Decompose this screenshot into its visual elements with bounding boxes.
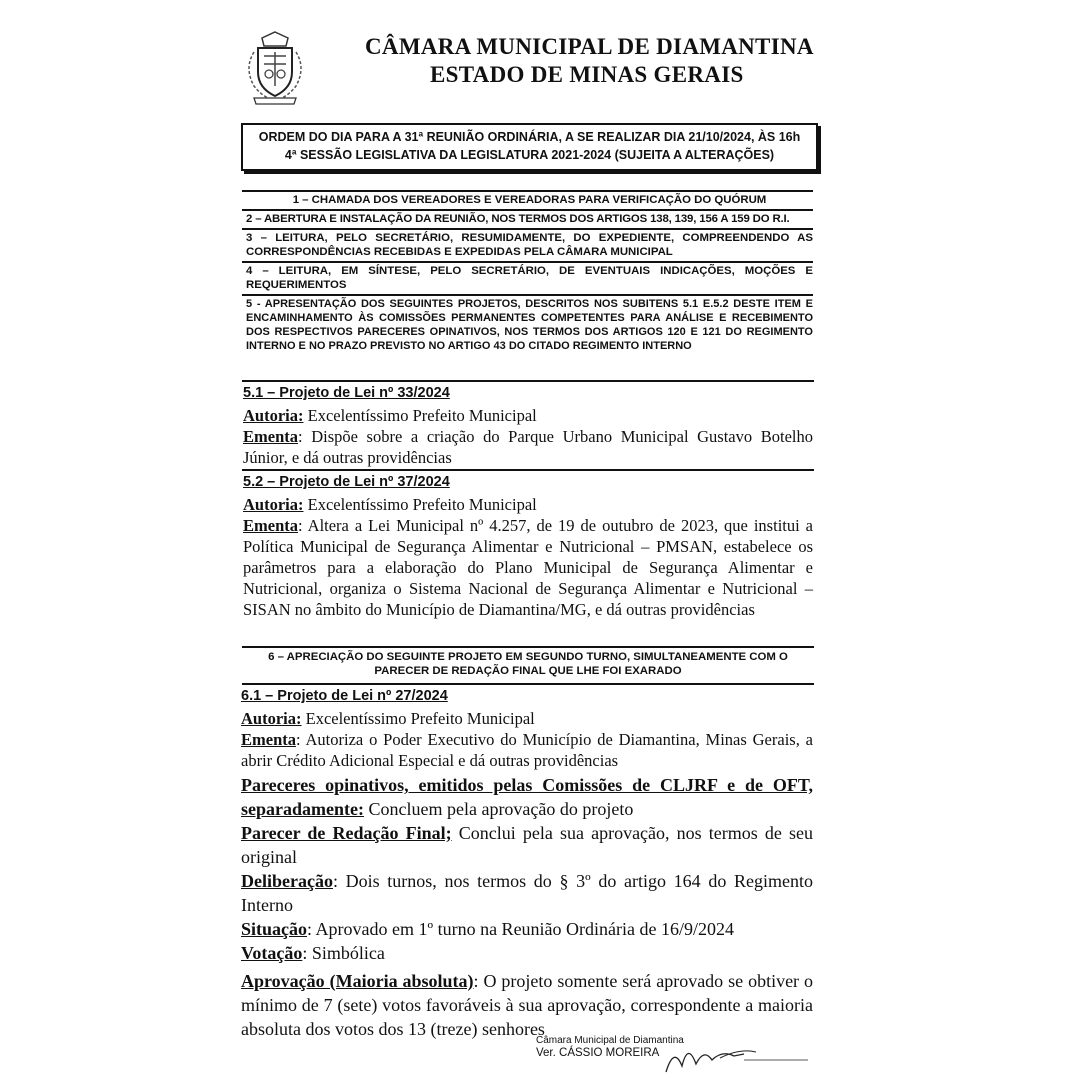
page-title: CÂMARA MUNICIPAL DE DIAMANTINA	[365, 34, 814, 59]
divider	[242, 646, 814, 648]
redacao-line	[241, 821, 813, 869]
redacao-label: Parecer de Redação Final;	[241, 823, 452, 843]
agenda-item-4: 4 – LEITURA, EM SÍNTESE, PELO SECRETÁRIO, DE EVENTUAIS INDICAÇÕES, MOÇÕES E REQUERIMENTOS	[242, 261, 813, 294]
votacao-label: Votação	[241, 943, 303, 963]
project-title: 5.1 – Projeto de Lei nº 33/2024	[243, 385, 450, 401]
divider	[242, 469, 814, 471]
project-5-2	[243, 473, 813, 620]
pareceres-line	[241, 773, 813, 821]
ementa-value: : Autoriza o Poder Executivo do Município de Diamantina, Minas Gerais, a abrir Crédito Adicional Especial e dá outras providências	[241, 730, 813, 770]
autoria-value: Excelentíssimo Prefeito Municipal	[303, 406, 537, 425]
agenda-item-1: 1 – CHAMADA DOS VEREADORES E VEREADORAS PARA VERIFICAÇÃO DO QUÓRUM	[242, 190, 813, 209]
ementa-label: Ementa	[243, 516, 298, 535]
ementa-value: : Dispõe sobre a criação do Parque Urbano Municipal Gustavo Botelho Júnior, e dá outras providências	[243, 427, 813, 467]
project-6-1	[241, 687, 813, 1041]
ementa-line	[241, 729, 813, 771]
aprovacao-value: : O projeto somente será aprovado se obtiver o mínimo de 7 (sete) votos favoráveis à sua aprovação, correspondente a maioria absoluta dos votos dos 13 (treze) senhores	[241, 971, 813, 1039]
situacao-value: : Aprovado em 1º turno na Reunião Ordinária de 16/9/2024	[307, 919, 735, 939]
stamp-name: Ver. CÁSSIO MOREIRA	[536, 1047, 660, 1059]
agenda-items	[242, 190, 813, 355]
coat-of-arms-icon	[236, 28, 314, 106]
pareceres-label: Pareceres opinativos, emitidos pelas Comissões de CLJRF e de OFT, separadamente:	[241, 775, 813, 819]
autoria-line	[243, 405, 813, 426]
project-title: 6.1 – Projeto de Lei nº 27/2024	[241, 688, 448, 704]
divider	[242, 683, 814, 685]
page-subtitle: ESTADO DE MINAS GERAIS	[430, 62, 744, 87]
autoria-value: Excelentíssimo Prefeito Municipal	[301, 709, 535, 728]
handwritten-signature	[660, 1036, 810, 1076]
aprovacao-label: Aprovação (Maioria absoluta)	[241, 971, 474, 991]
agenda-item-3: 3 – LEITURA, PELO SECRETÁRIO, RESUMIDAMENTE, DO EXPEDIENTE, COMPREENDENDO AS CORRESPONDÊNCIAS RECEBIDAS E EXPEDIDAS PELA CÂMARA MUNICIPAL	[242, 228, 813, 261]
autoria-label: Autoria:	[243, 406, 304, 425]
ementa-label: Ementa	[241, 730, 296, 749]
stamp-org: Câmara Municipal de Diamantina	[536, 1035, 684, 1046]
votacao-line	[241, 941, 813, 965]
votacao-value: : Simbólica	[302, 943, 385, 963]
autoria-line	[243, 494, 813, 515]
deliberacao-label: Deliberação	[241, 871, 333, 891]
agenda-item-5: 5 - APRESENTAÇÃO DOS SEGUINTES PROJETOS, DESCRITOS NOS SUBITENS 5.1 E.5.2 DESTE ITEM E ENCAMINHAMENTO ÀS COMISSÕES PERMANENTES COMPETENTES PARA ANÁLISE E RECEBIMENTO DOS RESPECTIVOS PARECERES OPINATIVOS, NOS TERMOS DOS ARTIGOS 120 E 121 DO REGIMENTO INTERNO E NO PRAZO PREVISTO NO ARTIGO 43 DO CITADO REGIMENTO INTERNO	[242, 294, 813, 355]
autoria-label: Autoria:	[241, 709, 302, 728]
divider	[242, 380, 814, 382]
autoria-value: Excelentíssimo Prefeito Municipal	[303, 495, 537, 514]
agenda-item-6	[243, 650, 813, 678]
project-5-1	[243, 384, 813, 468]
situacao-label: Situação	[241, 919, 308, 939]
situacao-line	[241, 917, 813, 941]
autoria-line	[241, 708, 813, 729]
ementa-label: Ementa	[243, 427, 298, 446]
agenda-line-2: 4ª SESSÃO LEGISLATIVA DA LEGISLATURA 2021-2024 (SUJEITA A ALTERAÇÕES)	[284, 148, 775, 162]
deliberacao-line	[241, 869, 813, 917]
redacao-value: Conclui pela sua aprovação, nos termos de seu original	[241, 823, 813, 867]
ementa-line	[243, 515, 813, 620]
ementa-value: : Altera a Lei Municipal nº 4.257, de 19 de outubro de 2023, que institui a Política Municipal de Segurança Alimentar e Nutricional – PMSAN, estabelece os parâmetros para a elaboração do Plano Municipal de Segurança Alimentar e Nutricional, organiza o Sistema Nacional de Segurança Alimentar e Nutricional – SISAN no âmbito do Município de Diamantina/MG, e dá outras providências	[243, 516, 813, 619]
agenda-item-6-line-2: PARECER DE REDAÇÃO FINAL QUE LHE FOI EXARADO	[374, 665, 682, 677]
project-title: 5.2 – Projeto de Lei nº 37/2024	[243, 474, 450, 490]
agenda-line-1: ORDEM DO DIA PARA A 31ª REUNIÃO ORDINÁRIA, A SE REALIZAR DIA 21/10/2024, ÀS 16h	[258, 130, 801, 144]
aprovacao-line	[241, 969, 813, 1041]
ementa-line	[243, 426, 813, 468]
agenda-header-box	[241, 123, 818, 171]
agenda-item-2: 2 – ABERTURA E INSTALAÇÃO DA REUNIÃO, NOS TERMOS DOS ARTIGOS 138, 139, 156 A 159 DO R.I.	[242, 209, 813, 228]
agenda-item-6-line-1: 6 – APRECIAÇÃO DO SEGUINTE PROJETO EM SEGUNDO TURNO, SIMULTANEAMENTE COM O	[268, 651, 788, 663]
autoria-label: Autoria:	[243, 495, 304, 514]
deliberacao-value: : Dois turnos, nos termos do § 3º do artigo 164 do Regimento Interno	[241, 871, 813, 915]
pareceres-value: Concluem pela aprovação do projeto	[363, 799, 634, 819]
